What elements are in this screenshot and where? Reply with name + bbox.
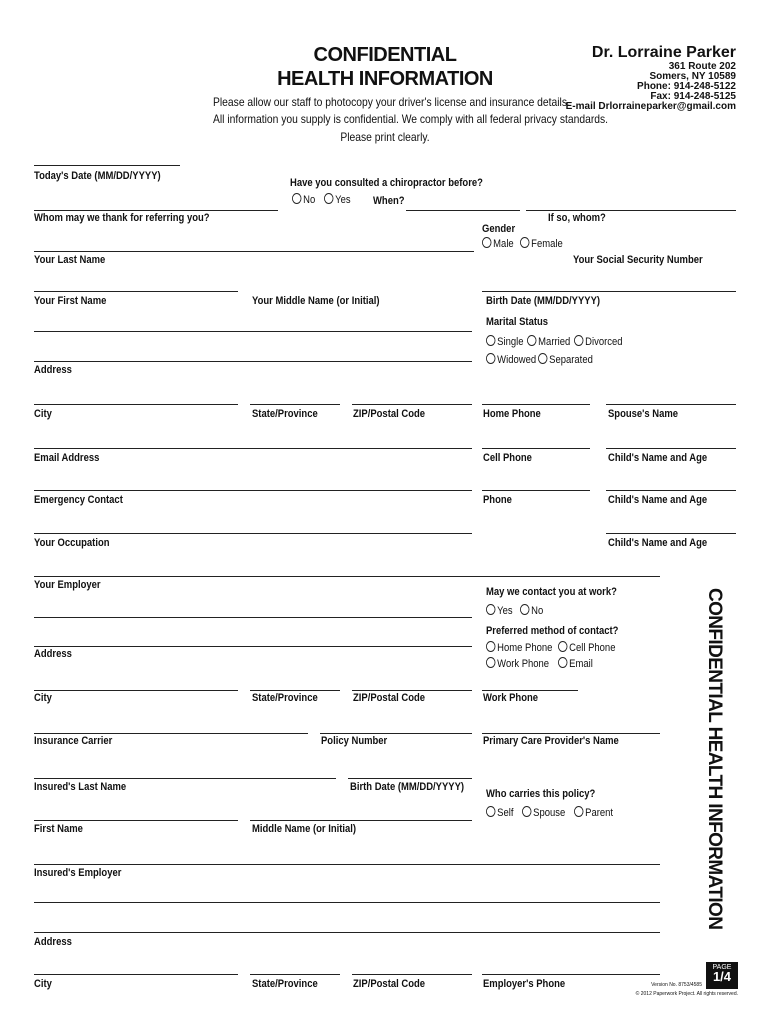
- radio-circle-icon: [527, 335, 536, 346]
- todays-date-label: Today's Date (MM/DD/YYYY): [34, 170, 161, 182]
- insured-last-name-field[interactable]: [34, 778, 336, 779]
- radio-circle-icon: [486, 335, 495, 346]
- cell-phone-field[interactable]: [482, 448, 590, 449]
- employer-zip-label: ZIP/Postal Code: [353, 692, 426, 704]
- first-name-label: Your First Name: [34, 295, 107, 307]
- radio-circle-icon: [486, 806, 495, 817]
- spouse-name-field[interactable]: [606, 404, 736, 405]
- insured-birth-date-field[interactable]: [348, 778, 472, 779]
- employer-label: Your Employer: [34, 579, 101, 591]
- last-name-label: Your Last Name: [34, 254, 106, 266]
- pref-work-phone-radio[interactable]: Work Phone: [486, 657, 549, 670]
- occupation-field[interactable]: [34, 533, 472, 534]
- who-carries-question: Who carries this policy?: [486, 788, 596, 800]
- page-number: 1/4: [712, 969, 732, 984]
- radio-circle-icon: [324, 193, 333, 204]
- spouse-name-label: Spouse's Name: [608, 408, 679, 420]
- pcp-name-field[interactable]: [482, 733, 660, 734]
- radio-circle-icon: [486, 641, 495, 652]
- email-field[interactable]: [34, 448, 472, 449]
- page-badge: [706, 962, 738, 989]
- consulted-yes-radio[interactable]: Yes: [324, 193, 351, 206]
- employer-city-field[interactable]: [34, 690, 238, 691]
- insured-middle-name-field[interactable]: [250, 820, 472, 821]
- zip-label: ZIP/Postal Code: [353, 408, 426, 420]
- intro-line2: All information you supply is confidential. We comply with all federal privacy standards.: [213, 112, 609, 126]
- carrier-parent-radio[interactable]: Parent: [574, 806, 613, 819]
- state-field[interactable]: [250, 404, 340, 405]
- radio-circle-icon: [486, 657, 495, 668]
- insured-zip-label: ZIP/Postal Code: [353, 978, 426, 990]
- middle-name-label: Your Middle Name (or Initial): [252, 295, 380, 307]
- employer-address-field[interactable]: [34, 646, 472, 647]
- insured-first-name-label: First Name: [34, 823, 83, 835]
- employer-address-label: Address: [34, 648, 72, 660]
- emergency-contact-label: Emergency Contact: [34, 494, 123, 506]
- first-middle-field[interactable]: [34, 331, 472, 332]
- radio-circle-icon: [486, 604, 495, 615]
- insured-employer-field[interactable]: [34, 902, 660, 903]
- consulted-question: Have you consulted a chiropractor before?: [290, 177, 483, 189]
- employer-state-label: State/Province: [252, 692, 318, 704]
- insured-employer-field-top[interactable]: [34, 864, 660, 865]
- pref-home-phone-radio[interactable]: Home Phone: [486, 641, 552, 654]
- employer-zip-field[interactable]: [352, 690, 472, 691]
- radio-circle-icon: [574, 335, 583, 346]
- doctor-city: Somers, NY 10589: [649, 71, 736, 82]
- home-phone-label: Home Phone: [483, 408, 541, 420]
- insured-state-field[interactable]: [250, 974, 340, 975]
- referred-by-label: Whom may we thank for referring you?: [34, 212, 210, 224]
- doctor-email: E-mail Drlorraineparker@gmail.com: [565, 101, 736, 112]
- insured-zip-field[interactable]: [352, 974, 472, 975]
- policy-number-field[interactable]: [320, 733, 472, 734]
- address-label: Address: [34, 364, 72, 376]
- page-label: PAGE: [712, 964, 732, 971]
- insured-state-label: State/Province: [252, 978, 318, 990]
- radio-circle-icon: [486, 353, 495, 364]
- occupation-label: Your Occupation: [34, 537, 110, 549]
- insurance-carrier-label: Insurance Carrier: [34, 735, 113, 747]
- child1-field[interactable]: [606, 448, 736, 449]
- referral-field[interactable]: [34, 251, 474, 252]
- child2-label: Child's Name and Age: [608, 494, 708, 506]
- city-field[interactable]: [34, 404, 238, 405]
- if-so-whom-label: If so, whom?: [548, 212, 606, 224]
- doctor-name: Dr. Lorraine Parker: [591, 44, 736, 61]
- if-so-whom-field[interactable]: [526, 210, 736, 211]
- when-label: When?: [373, 195, 405, 207]
- insured-city-label: City: [34, 978, 52, 990]
- emergency-contact-field[interactable]: [34, 490, 472, 491]
- footer-copyright: © 2012 Paperwork Project. All rights reserved.: [635, 991, 738, 997]
- employer-field-top[interactable]: [34, 576, 660, 577]
- insured-address-field[interactable]: [34, 932, 660, 933]
- radio-circle-icon: [522, 806, 531, 817]
- form-title-line1: CONFIDENTIAL: [313, 44, 457, 66]
- home-phone-field[interactable]: [482, 404, 590, 405]
- emergency-phone-field[interactable]: [482, 490, 590, 491]
- ssn-field[interactable]: [482, 291, 736, 292]
- marital-status-label: Marital Status: [486, 316, 549, 328]
- insured-city-field[interactable]: [34, 974, 238, 975]
- radio-circle-icon: [538, 353, 547, 364]
- gender-male-radio[interactable]: Male: [482, 237, 514, 250]
- radio-circle-icon: [574, 806, 583, 817]
- contact-at-work-question: May we contact you at work?: [486, 586, 617, 598]
- address-field[interactable]: [34, 361, 472, 362]
- ssn-label: Your Social Security Number: [573, 254, 703, 266]
- marital-single-radio[interactable]: Single: [486, 335, 523, 348]
- insured-birth-date-label: Birth Date (MM/DD/YYYY): [350, 781, 465, 793]
- child1-label: Child's Name and Age: [608, 452, 708, 464]
- marital-separated-radio[interactable]: Separated: [538, 353, 593, 366]
- doctor-fax: Fax: 914-248-5125: [650, 91, 736, 102]
- pref-email-radio[interactable]: Email: [558, 657, 593, 670]
- intro-line1: Please allow our staff to photocopy your driver's license and insurance details.: [213, 95, 570, 109]
- doctor-address: 361 Route 202: [668, 61, 736, 72]
- radio-circle-icon: [520, 604, 529, 615]
- work-contact-no-radio[interactable]: No: [520, 604, 543, 617]
- insured-employer-label: Insured's Employer: [34, 867, 122, 879]
- consulted-no-radio[interactable]: No: [292, 193, 315, 206]
- child3-label: Child's Name and Age: [608, 537, 708, 549]
- intro-line3: Please print clearly.: [340, 130, 430, 144]
- work-phone-label: Work Phone: [483, 692, 539, 704]
- employer-phone-field[interactable]: [482, 974, 660, 975]
- emergency-phone-label: Phone: [483, 494, 512, 506]
- carrier-self-radio[interactable]: Self: [486, 806, 513, 819]
- pref-cell-phone-radio[interactable]: Cell Phone: [558, 641, 615, 654]
- form-title-line2: HEALTH INFORMATION: [277, 68, 493, 90]
- child2-field[interactable]: [606, 490, 736, 491]
- employer-state-field[interactable]: [250, 690, 340, 691]
- employer-phone-label: Employer's Phone: [483, 978, 566, 990]
- radio-circle-icon: [482, 237, 491, 248]
- employer-field[interactable]: [34, 617, 472, 618]
- insured-middle-name-label: Middle Name (or Initial): [252, 823, 357, 835]
- gender-female-radio[interactable]: Female: [520, 237, 563, 250]
- carrier-spouse-radio[interactable]: Spouse: [522, 806, 565, 819]
- preferred-contact-question: Preferred method of contact?: [486, 625, 619, 637]
- insured-first-name-field[interactable]: [34, 820, 238, 821]
- insured-address-label: Address: [34, 936, 72, 948]
- pcp-name-label: Primary Care Provider's Name: [483, 735, 619, 747]
- marital-widowed-radio[interactable]: Widowed: [486, 353, 536, 366]
- work-contact-yes-radio[interactable]: Yes: [486, 604, 513, 617]
- employer-city-label: City: [34, 692, 52, 704]
- policy-number-label: Policy Number: [321, 735, 388, 747]
- email-label: Email Address: [34, 452, 100, 464]
- radio-circle-icon: [292, 193, 301, 204]
- zip-field[interactable]: [352, 404, 472, 405]
- todays-date-field[interactable]: [34, 165, 180, 166]
- footer-version: Version No. 8753/4585: [651, 982, 702, 988]
- state-label: State/Province: [252, 408, 318, 420]
- work-phone-field[interactable]: [482, 690, 578, 691]
- insured-last-name-label: Insured's Last Name: [34, 781, 127, 793]
- last-name-field[interactable]: [34, 291, 238, 292]
- birth-date-label: Birth Date (MM/DD/YYYY): [486, 295, 601, 307]
- insurance-carrier-field[interactable]: [34, 733, 308, 734]
- radio-circle-icon: [558, 641, 567, 652]
- marital-married-radio[interactable]: Married: [527, 335, 570, 348]
- radio-circle-icon: [520, 237, 529, 248]
- gender-label: Gender: [482, 223, 516, 235]
- when-field[interactable]: [406, 210, 520, 211]
- referral-field-top[interactable]: [34, 210, 278, 211]
- doctor-phone: Phone: 914-248-5122: [637, 81, 736, 92]
- side-title: CONFIDENTIAL HEALTH INFORMATION: [704, 588, 725, 930]
- marital-divorced-radio[interactable]: Divorced: [574, 335, 623, 348]
- cell-phone-label: Cell Phone: [483, 452, 532, 464]
- child3-field[interactable]: [606, 533, 736, 534]
- radio-circle-icon: [558, 657, 567, 668]
- city-label: City: [34, 408, 52, 420]
